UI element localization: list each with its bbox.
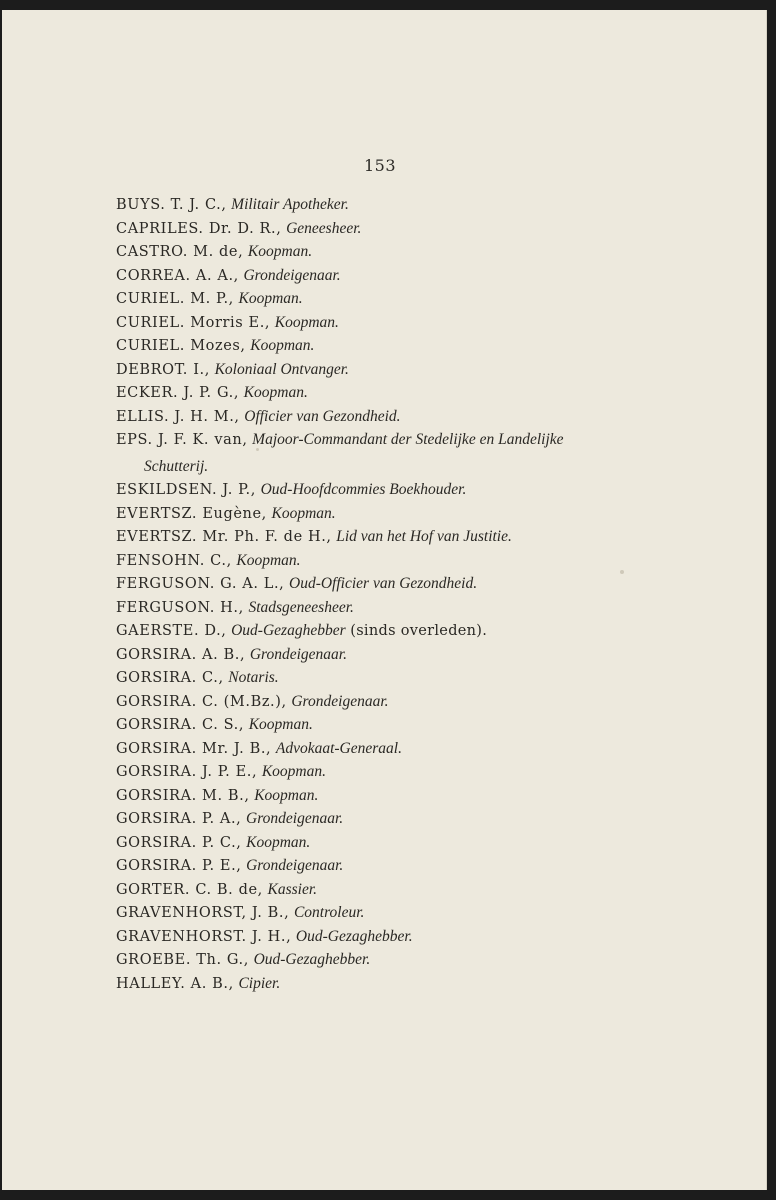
entry-name: HALLEY. A. B., bbox=[116, 975, 234, 992]
list-item bbox=[116, 901, 676, 925]
list-item bbox=[116, 760, 676, 784]
list-item bbox=[116, 948, 676, 972]
entry-name: CURIEL. Morris E., bbox=[116, 314, 271, 331]
entry-note: (sinds overleden). bbox=[350, 623, 488, 639]
list-item bbox=[116, 525, 676, 549]
entry-role: Koopman. bbox=[254, 786, 319, 804]
entry-name: GORSIRA. C. (M.Bz.), bbox=[116, 693, 287, 710]
entry-name: CURIEL. M. P., bbox=[116, 291, 234, 307]
entry-role: Koopman. bbox=[246, 833, 311, 851]
entry-role: Koopman. bbox=[243, 384, 308, 401]
entry-role: Officier van Gezondheid. bbox=[244, 407, 401, 425]
entry-name: CURIEL. Mozes, bbox=[116, 338, 246, 354]
list-item bbox=[116, 878, 676, 902]
entry-name: EVERTSZ. Eugène, bbox=[116, 505, 267, 522]
entry-name: GORSIRA. P. A., bbox=[116, 811, 242, 827]
list-item bbox=[116, 690, 676, 714]
list-item bbox=[116, 807, 676, 831]
entry-name: EPS. J. F. K. van, bbox=[116, 432, 248, 448]
entry-name: CAPRILES. Dr. D. R., bbox=[116, 220, 282, 237]
entry-role: Stadsgeneesheer. bbox=[248, 598, 354, 616]
list-item bbox=[116, 405, 676, 429]
list-item bbox=[116, 311, 676, 335]
list-item bbox=[116, 596, 676, 620]
list-item bbox=[116, 572, 676, 596]
entry-name: GORSIRA. P. C., bbox=[116, 834, 242, 851]
list-item bbox=[116, 264, 676, 288]
entry-role: Koopman. bbox=[248, 716, 313, 733]
entry-name: CASTRO. M. de, bbox=[116, 244, 244, 260]
entry-role: Grondeigenaar. bbox=[246, 810, 344, 827]
entry-name: FERGUSON. H., bbox=[116, 599, 244, 616]
list-item bbox=[116, 381, 676, 405]
entry-role: Controleur. bbox=[293, 904, 365, 921]
entry-role: Grondeigenaar. bbox=[291, 692, 389, 710]
entry-role: Majoor-Commandant der Stedelijke en Landelijke bbox=[252, 431, 564, 448]
entry-role: Oud-Hoofdcommies Boekhouder. bbox=[260, 481, 467, 498]
entry-name: GRAVENHORST. J. H., bbox=[116, 928, 292, 945]
entry-name: EVERTSZ. Mr. Ph. F. de H., bbox=[116, 529, 332, 545]
list-item bbox=[116, 619, 676, 643]
entry-role: Grondeigenaar. bbox=[243, 266, 341, 284]
list-item bbox=[116, 193, 676, 217]
entry-name: FENSOHN. C., bbox=[116, 552, 232, 569]
paper-speck bbox=[256, 448, 259, 451]
entry-name: GORTER. C. B. de, bbox=[116, 881, 263, 898]
entry-name: GAERSTE. D., bbox=[116, 623, 227, 639]
entry-name: GRAVENHORST, J. B., bbox=[116, 905, 290, 921]
list-item bbox=[116, 428, 676, 478]
entry-name: GORSIRA. Mr. J. B., bbox=[116, 740, 272, 757]
entry-name: GORSIRA. C. S., bbox=[116, 717, 245, 733]
entry-role: Koloniaal Ontvanger. bbox=[214, 360, 349, 378]
entry-name: GROEBE. Th. G., bbox=[116, 952, 249, 968]
list-item bbox=[116, 666, 676, 690]
list-item bbox=[116, 643, 676, 667]
entry-role: Oud-Gezaghebber bbox=[231, 622, 346, 639]
list-item bbox=[116, 549, 676, 573]
entry-role: Geneesheer. bbox=[286, 219, 362, 237]
entry-role: Militair Apotheker. bbox=[231, 196, 349, 213]
entry-role: Koopman. bbox=[247, 243, 313, 260]
list-item bbox=[116, 287, 676, 311]
entry-role: Advokaat-Generaal. bbox=[275, 739, 402, 757]
entry-name: GORSIRA. P. E., bbox=[116, 858, 242, 874]
entry-role-continuation: Schutterij. bbox=[144, 457, 209, 475]
entry-name: ECKER. J. P. G., bbox=[116, 385, 240, 401]
list-item bbox=[116, 240, 676, 264]
entry-name: DEBROT. I., bbox=[116, 361, 210, 378]
list-item bbox=[116, 737, 676, 761]
list-item bbox=[116, 334, 676, 358]
entry-role: Koopman. bbox=[261, 763, 326, 780]
book-page bbox=[2, 10, 767, 1190]
list-item bbox=[116, 972, 676, 996]
entry-role: Oud-Officier van Gezondheid. bbox=[289, 575, 478, 592]
entry-name: GORSIRA. M. B., bbox=[116, 787, 250, 804]
list-item bbox=[116, 502, 676, 526]
entry-role: Koopman. bbox=[236, 551, 301, 569]
entry-role: Lid van het Hof van Justitie. bbox=[336, 528, 512, 545]
entry-role: Kassier. bbox=[267, 880, 318, 898]
entry-role: Koopman. bbox=[274, 313, 339, 331]
entry-role: Oud-Gezaghebber. bbox=[253, 951, 371, 968]
list-item bbox=[116, 831, 676, 855]
entry-role: Grondeigenaar. bbox=[249, 645, 347, 663]
entry-name: CORREA. A. A., bbox=[116, 267, 239, 284]
list-item bbox=[116, 784, 676, 808]
entry-name: FERGUSON. G. A. L., bbox=[116, 576, 285, 592]
list-item bbox=[116, 478, 676, 502]
entry-name: GORSIRA. C., bbox=[116, 670, 224, 686]
paper-speck bbox=[620, 570, 624, 574]
list-item bbox=[116, 925, 676, 949]
entry-role: Notaris. bbox=[228, 669, 279, 686]
entry-name: ESKILDSEN. J. P., bbox=[116, 482, 256, 498]
entry-name: BUYS. T. J. C., bbox=[116, 197, 227, 213]
list-item bbox=[116, 217, 676, 241]
entry-role: Koopman. bbox=[271, 504, 336, 522]
entry-role: Oud-Gezaghebber. bbox=[295, 927, 413, 945]
list-item bbox=[116, 854, 676, 878]
entry-name: ELLIS. J. H. M., bbox=[116, 408, 240, 425]
entry-role: Cipier. bbox=[238, 974, 281, 992]
page-number: 153 bbox=[364, 156, 397, 175]
member-list bbox=[116, 193, 676, 995]
entry-name: GORSIRA. A. B., bbox=[116, 646, 246, 663]
list-item bbox=[116, 358, 676, 382]
entry-name: GORSIRA. J. P. E., bbox=[116, 764, 258, 780]
entry-role: Koopman. bbox=[250, 337, 315, 354]
list-item bbox=[116, 713, 676, 737]
entry-role: Koopman. bbox=[238, 290, 303, 307]
entry-role: Grondeigenaar. bbox=[246, 857, 344, 874]
